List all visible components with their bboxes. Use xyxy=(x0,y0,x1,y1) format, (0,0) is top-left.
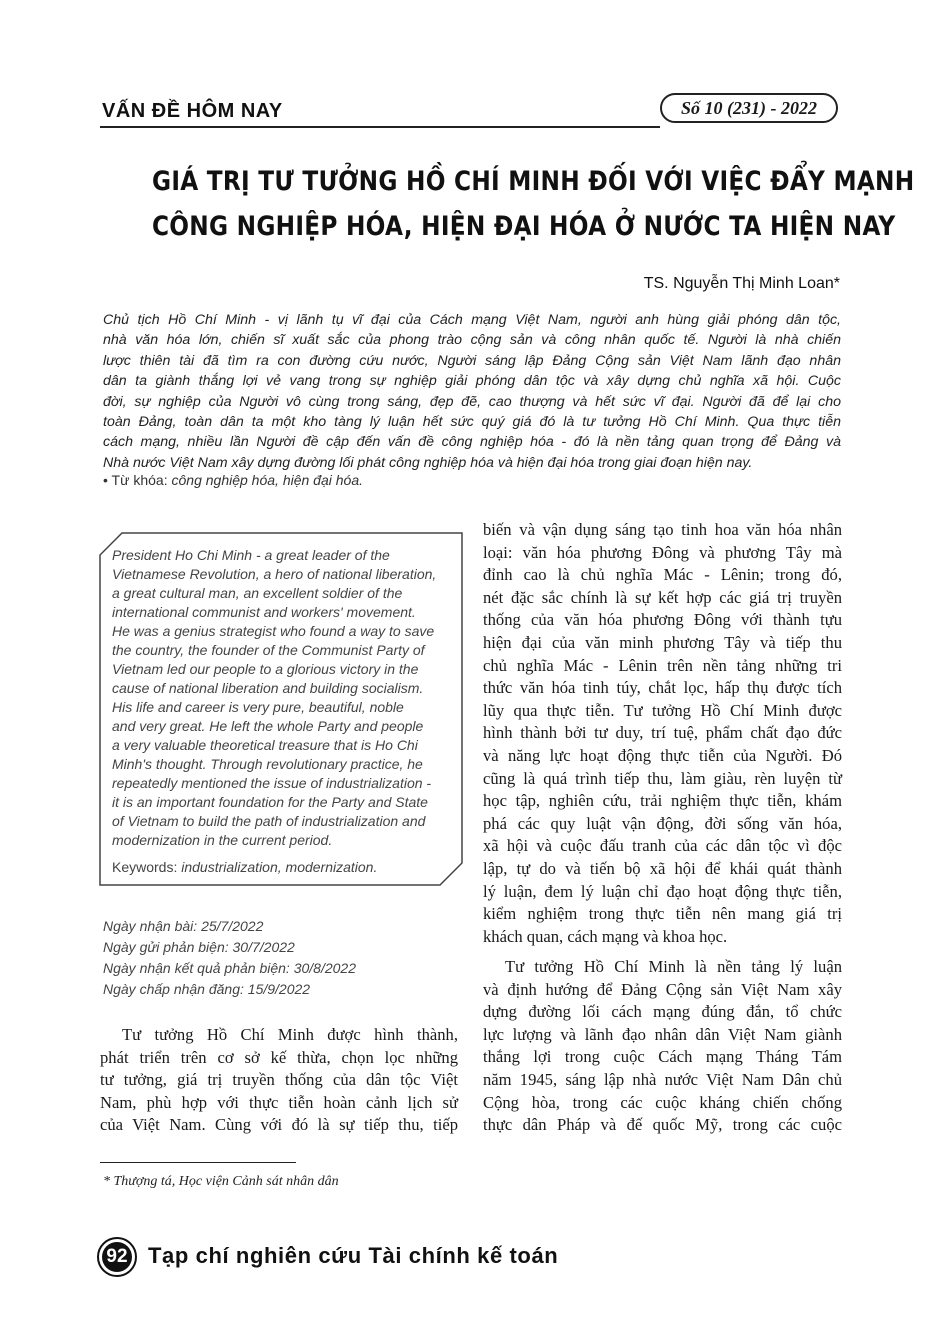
abstract-line: dân ta giành thắng lợi vẻ vang trong sự nghiệp giải phóng dân tộc và xây dựng chủ nghĩa xã hội. Cuộc xyxy=(103,373,841,390)
abstract-en-line: international communist and workers' movement. xyxy=(112,604,416,620)
body-line: học tập, nghiên cứu, trải nghiệm thực tiễn, khám xyxy=(483,791,842,811)
abstract-english xyxy=(112,546,452,850)
abstract-vietnamese xyxy=(103,310,841,473)
body-line: lũy qua thực tiễn. Tư tưởng Hồ Chí Minh được xyxy=(483,700,842,720)
footnote-rule xyxy=(100,1162,296,1163)
body-line: phá các quy luật vận động, đời sống văn hóa, xyxy=(483,813,842,833)
abstract-line: Chủ tịch Hồ Chí Minh - vị lãnh tụ vĩ đại của Cách mạng Việt Nam, người anh hùng giải phóng dân tộc, xyxy=(103,312,841,328)
footnote: * Thượng tá, Học viện Cảnh sát nhân dân xyxy=(103,1174,339,1189)
article-dates xyxy=(103,916,356,1000)
body-line: nét đặc sắc chính là sự kết hợp các giá trị truyền xyxy=(483,587,842,607)
abstract-en-line: President Ho Chi Minh - a great leader of the xyxy=(112,547,390,563)
body-line: loại: văn hóa phương Đông và phương Tây mà xyxy=(483,542,842,562)
body-line: phát triển trên cơ sở kế thừa, chọn lọc những xyxy=(100,1047,458,1067)
body-line: thực dân Pháp và đế quốc Mỹ, trong các cuộc xyxy=(483,1115,842,1135)
abstract-line: toàn Đảng, toàn dân ta một kho tàng lý luận hết sức quý giá đó là tư tưởng Hồ Chí Minh. Qua thực tiễn xyxy=(103,414,841,431)
body-right-column-p2 xyxy=(483,956,842,1137)
date-review-result: Ngày nhận kết quả phản biện: 30/8/2022 xyxy=(103,960,356,976)
body-line: Tư tưởng Hồ Chí Minh là nền tảng lý luận xyxy=(505,957,842,976)
body-line: Tư tưởng Hồ Chí Minh được hình thành, xyxy=(122,1025,458,1044)
abstract-en-line: it is an important foundation for the Party and State xyxy=(112,794,428,810)
body-line: thắng lợi trong cuộc Cách mạng Tháng Tám xyxy=(483,1047,842,1067)
section-label: VẤN ĐỀ HÔM NAY xyxy=(102,100,283,122)
abstract-en-line: the country, the founder of the Communist Party of xyxy=(112,642,425,658)
body-line: thống của văn hóa phương Đông với thành tựu xyxy=(483,610,842,630)
body-line: lý luận, đem lý luận chỉ đạo hoạt động thực tiễn, xyxy=(483,881,842,901)
page-number: 92 xyxy=(106,1246,128,1267)
abstract-en-line: Vietnam led our people to a glorious victory in the xyxy=(112,661,419,677)
date-accepted: Ngày chấp nhận đăng: 15/9/2022 xyxy=(103,981,311,997)
abstract-line: cách mạng, nhiều lần Người đề cập đến vấn đề công nghiệp hóa - đó là nền tảng quan trọng để Đảng và xyxy=(103,434,841,451)
body-line: dựng đường lối cách mạng đúng đắn, tổ chức xyxy=(483,1002,842,1022)
abstract-en-line: a very valuable theoretical treasure that is Ho Chi xyxy=(112,737,418,753)
body-line: kiểm nghiệm trong thực tiễn nên mang giá trị xyxy=(483,904,842,924)
abstract-en-line: a great cultural man, an excellent soldier of the xyxy=(112,585,403,601)
issue-badge: Số 10 (231) - 2022 xyxy=(660,93,838,123)
body-line: Cộng hòa, trong các cuộc kháng chiến chống xyxy=(483,1092,842,1112)
abstract-en-line: of Vietnam to build the path of industrialization and xyxy=(112,813,426,829)
keywords-label: • Từ khóa: xyxy=(103,472,172,488)
abstract-en-line: modernization in the current period. xyxy=(112,832,333,848)
article-title-line-1: GIÁ TRỊ TƯ TƯỞNG HỒ CHÍ MINH ĐỐI VỚI VIỆC ĐẨY MẠNH xyxy=(152,166,915,197)
journal-name: Tạp chí nghiên cứu Tài chính kế toán xyxy=(148,1243,559,1268)
body-line: Nam, phù hợp với thực tiễn hoàn cảnh lịch sử xyxy=(100,1092,458,1112)
abstract-line: lược thiên tài đã tìm ra con đường cứu nước, Người sáng lập Đảng Cộng sản Việt Nam lãnh đạo nhân xyxy=(103,352,841,369)
body-line: biến và vận dụng sáng tạo tinh hoa văn hóa nhân xyxy=(483,520,842,539)
body-line: và năng lực hoạt động thực tiễn của Người. Đó xyxy=(483,745,842,765)
date-received: Ngày nhận bài: 25/7/2022 xyxy=(103,918,264,934)
abstract-en-line: Minh's thought. Through revolutionary practice, he xyxy=(112,756,423,772)
abstract-en-line: cause of national liberation and building socialism. xyxy=(112,680,424,696)
abstract-en-line: and very great. He left the whole Party and people xyxy=(112,718,424,734)
body-line: và định hướng để Đảng Cộng sản Việt Nam xây xyxy=(483,979,842,999)
body-line: chủ nghĩa Mác - Lênin trên nền tảng những tri xyxy=(483,655,842,675)
date-sent-review: Ngày gửi phản biện: 30/7/2022 xyxy=(103,939,295,955)
header-rule xyxy=(100,126,660,128)
body-right-column-p1 xyxy=(483,519,842,948)
body-line: của Việt Nam. Cùng với đó là sự tiếp thu, tiếp xyxy=(100,1115,458,1135)
body-line: đỉnh cao là chủ nghĩa Mác - Lênin; trong đó, xyxy=(483,565,842,585)
keywords-vietnamese xyxy=(103,472,363,488)
body-line: lực lượng và lãnh đạo nhân dân Việt Nam giành xyxy=(483,1024,842,1044)
body-line: cũng là quá trình tiếp thu, làm giàu, rèn luyện từ xyxy=(483,768,842,788)
abstract-line: đời, sự nghiệp của Người vô cùng trong sáng, đẹp đẽ, cao thượng và hết sức vĩ đại. Người đã để lại cho xyxy=(103,393,841,410)
article-title-line-2: CÔNG NGHIỆP HÓA, HIỆN ĐẠI HÓA Ở NƯỚC TA HIỆN NAY xyxy=(152,211,896,242)
body-line: lập, tự do và tiến bộ xã hội để khái quát thành xyxy=(483,858,842,878)
keywords-en-value: industrialization, modernization. xyxy=(181,859,378,875)
body-line: năm 1945, sáng lập nhà nước Việt Nam Dân chủ xyxy=(483,1069,842,1089)
author: TS. Nguyễn Thị Minh Loan* xyxy=(643,275,840,292)
body-line: hiện đại của văn minh phương Tây và tiếp thu xyxy=(483,632,842,652)
keywords-value: công nghiệp hóa, hiện đại hóa. xyxy=(171,472,363,488)
body-line: xã hội và cuộc đấu tranh của các dân tộc vì độc xyxy=(483,836,842,856)
abstract-en-line: His life and career is very pure, beautiful, noble xyxy=(112,699,404,715)
body-line: thức văn hóa tinh túy, chắt lọc, hấp thụ được tích xyxy=(483,678,842,698)
body-line: khách quan, cách mạng và khoa học. xyxy=(483,926,728,946)
abstract-line: Nhà nước Việt Nam xây dựng đường lối phát công nghiệp hóa và hiện đại hóa trong giai đoạn hiện nay. xyxy=(103,454,753,471)
abstract-en-line: He was a genius strategist who found a way to save xyxy=(112,623,435,639)
body-line: tư tưởng, giá trị truyền thống của dân tộc Việt xyxy=(100,1070,458,1090)
body-left-column xyxy=(100,1024,458,1137)
keywords-english xyxy=(112,859,377,875)
abstract-en-line: repeatedly mentioned the issue of industrialization - xyxy=(112,775,432,791)
keywords-en-label: Keywords: xyxy=(112,859,182,875)
abstract-en-line: Vietnamese Revolution, a hero of national liberation, xyxy=(112,566,437,582)
abstract-line: nhà văn hóa lớn, chiến sĩ xuất sắc của phong trào cộng sản và công nhân quốc tế. Người là nhà chiến xyxy=(103,332,841,349)
body-line: hình thành bởi tư duy, trí tuệ, phẩm chất đạo đức xyxy=(483,723,842,743)
